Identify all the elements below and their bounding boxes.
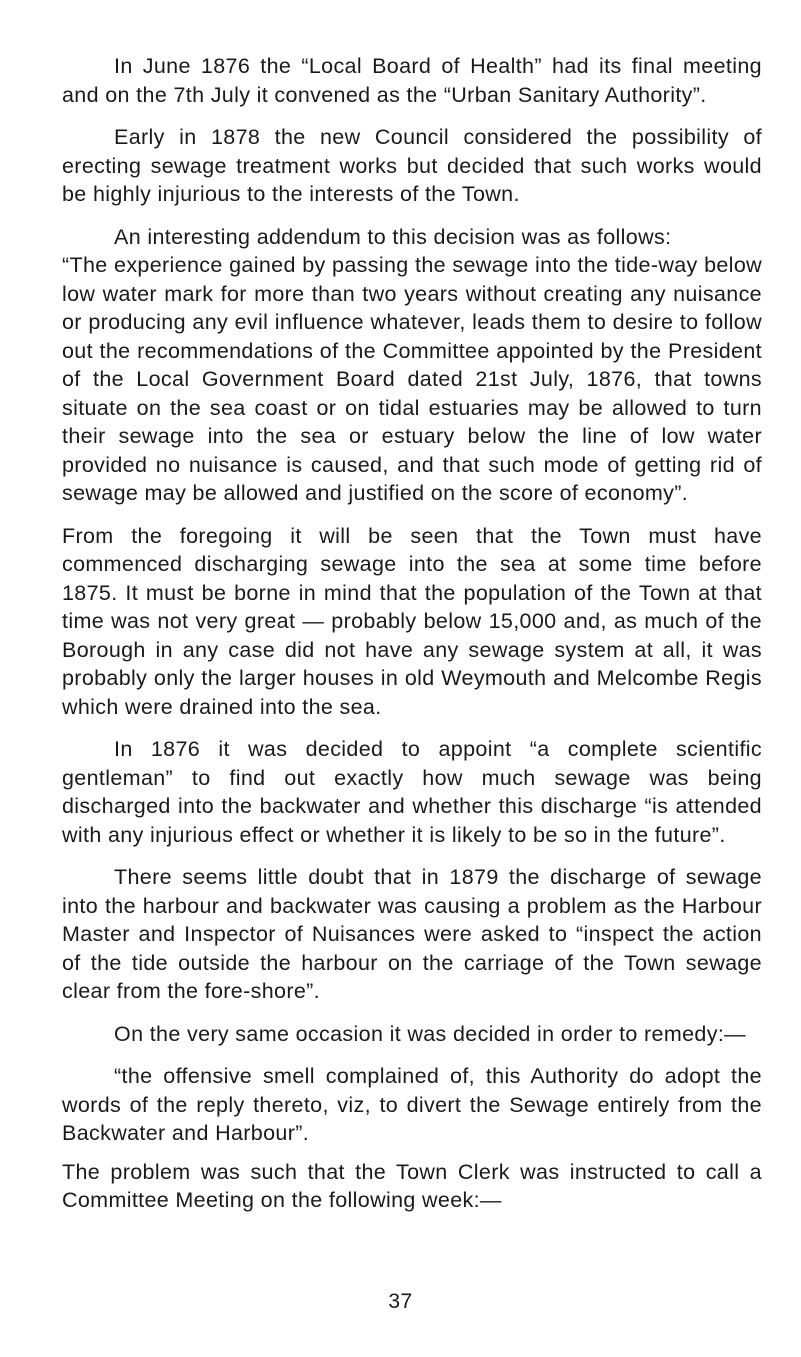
paragraph-town-clerk: The problem was such that the Town Clerk was instructed to call a Committee Meeting on the following week:— [62, 1159, 762, 1212]
paragraph-offensive-smell-quote: “the offensive smell complained of, this Authority do adopt the words of the reply thereto, viz, to divert the Sewage entirely from the Backwater and Harbour”. [62, 1064, 762, 1145]
paragraph-scientific-gentleman: In 1876 it was decided to appoint “a complete scientific gentleman” to find out exactly how much sewage was being discharged into the backwater and whether this discharge “is attended with any injurious effect or whether it is likely to be so in the future”. [62, 737, 762, 847]
paragraph-council-1878: Early in 1878 the new Council considered the possibility of erecting sewage treatment works but decided that such works would be highly injurious to the interests of the Town. [62, 125, 762, 206]
paragraph-local-board: In June 1876 the “Local Board of Health” had its final meeting and on the 7th July it convened as the “Urban Sanitary Authority”. [62, 54, 762, 107]
paragraph-harbour-problem: There seems little doubt that in 1879 the discharge of sewage into the harbour and backwater was causing a problem as the Harbour Master and Inspector of Nuisances were asked to “inspect the action of the tide outside the harbour on the carriage of the Town sewage clear from the fore-shore”. [62, 865, 762, 1003]
paragraph-addendum-quote: “The experience gained by passing the sewage into the tide-way below low water mark for more than two years without creating any nuisance or producing any evil influence whatever, leads them to desire to follow out the recommendations of the Committee appointed by the President of the Local Government Board dated 21st July, 1876, that towns situate on the sea coast or on tidal estuaries may be allowed to turn their sewage into the sea or estuary below the line of low water provided no nuisance is caused, and that such mode of getting rid of sewage may be allowed and justified on the score of economy”. [62, 253, 762, 505]
document-page [62, 52, 762, 1215]
page-number: 37 [388, 1290, 413, 1313]
paragraph-foregoing: From the foregoing it will be seen that the Town must have commenced discharging sewage into the sea at some time before 1875. It must be borne in mind that the population of the Town at that time was not very great — probably below 15,000 and, as much of the Borough in any case did not have any sewage system at all, it was probably only the larger houses in old Weymouth and Melcombe Regis which were drained into the sea. [62, 523, 762, 719]
paragraph-same-occasion: On the very same occasion it was decided in order to remedy:— [114, 1021, 746, 1046]
paragraph-addendum-intro: An interesting addendum to this decision was as follows: [114, 224, 672, 249]
